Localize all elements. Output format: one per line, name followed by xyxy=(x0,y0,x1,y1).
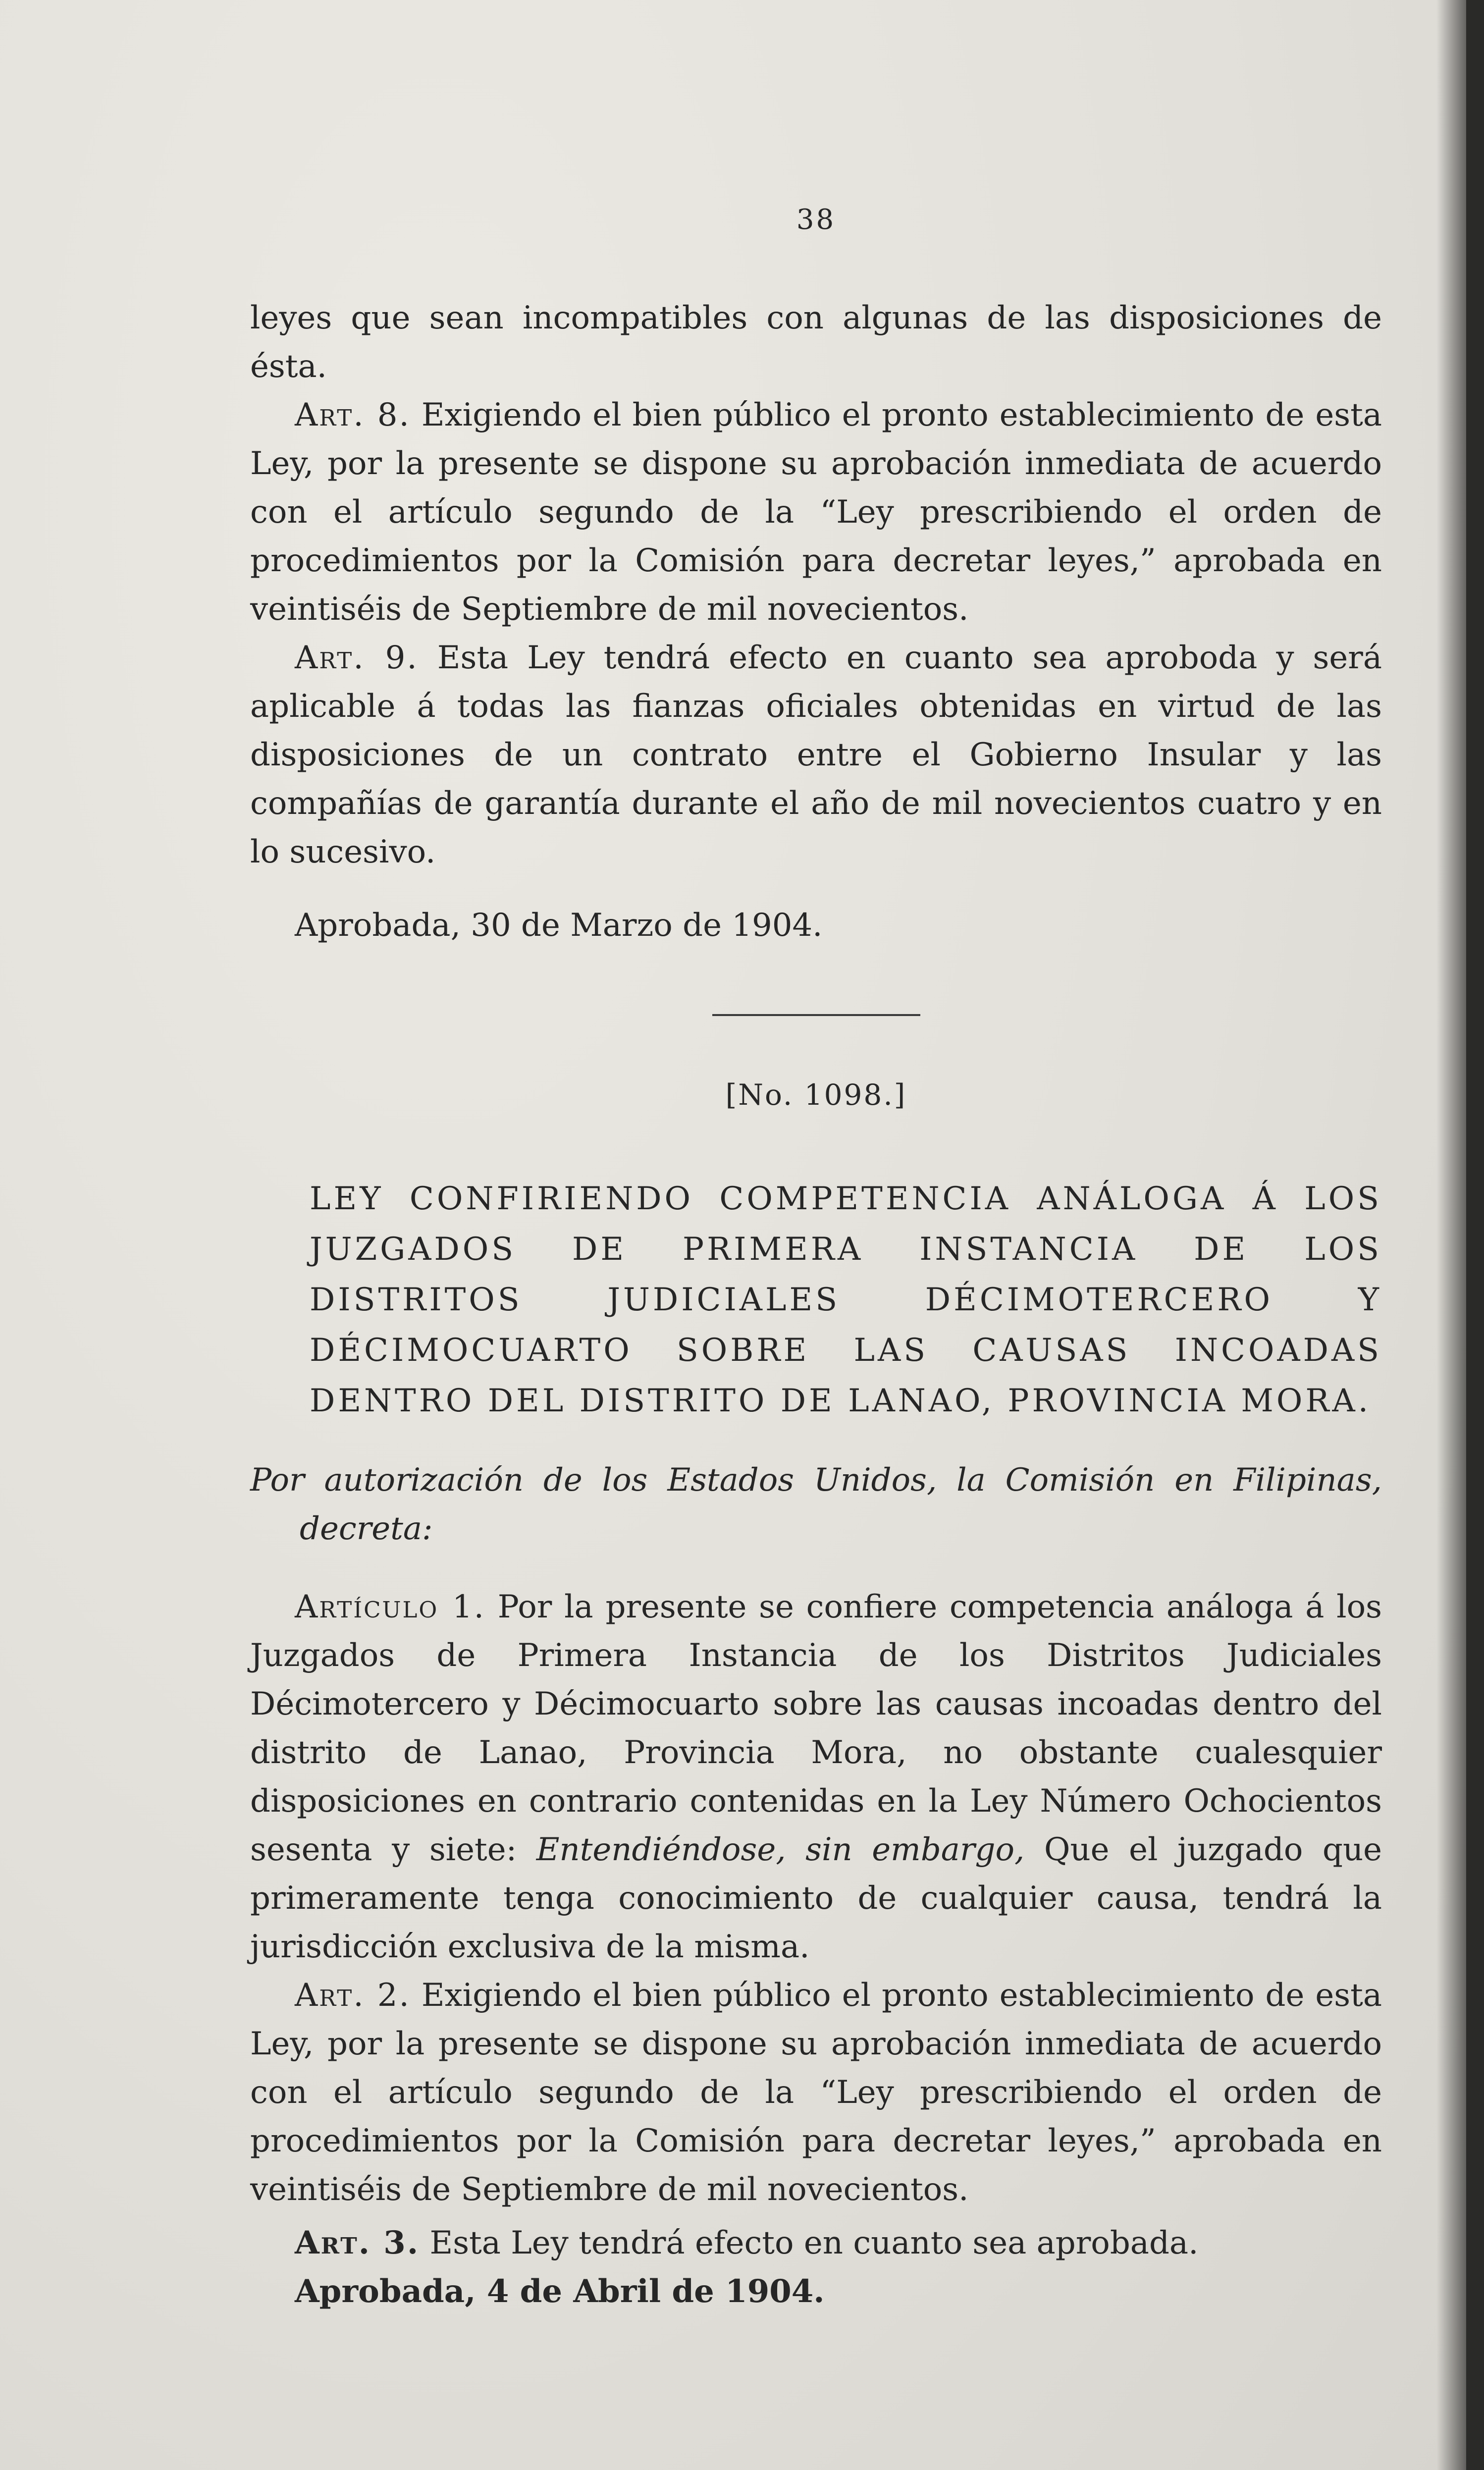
article-8-text: Exigiendo el bien público el pronto establecimiento de esta Ley, por la presente se dispone su aprobación inmediata de acuerdo con el artículo segundo de la “Ley prescribiendo el orden de procedimientos por la Comisión para decretar leyes,” aprobada en veintiséis de Septiembre de mil novecientos. xyxy=(250,397,1382,628)
article-2-text: Exigiendo el bien público el pronto establecimiento de esta Ley, por la presente se dispone su aprobación inmediata de acuerdo con el artículo segundo de la “Ley prescribiendo el orden de procedimientos por la Comisión para decretar leyes,” aprobada en veintiséis de Septiembre de mil novecientos. xyxy=(250,1977,1382,2208)
article-1-label: Artículo 1. xyxy=(295,1589,486,1625)
page-number: 38 xyxy=(796,204,836,236)
law-title xyxy=(250,1174,1382,1426)
article-8-paragraph xyxy=(250,391,1382,634)
article-1-text-b: Que el juzgado que primeramente tenga conocimiento de cualquier causa, tendrá la jurisdicción exclusiva de la misma. xyxy=(250,1831,1382,1965)
approval-date-2: Aprobada, 4 de Abril de 1904. xyxy=(295,2273,825,2310)
enacting-clause: Por autorización de los Estados Unidos, la Comisión en Filipinas, decreta: xyxy=(250,1462,1382,1547)
article-1-text-a: Por la presente se confiere competencia análoga á los Juzgados de Primera Instancia de los Distritos Judiciales Décimotercero y Décimocuarto sobre las causas incoadas dentro del distrito de Lanao, Provincia Mora, no obstante cualesquier disposiciones en contrario contenidas en la Ley Número Ochocientos sesenta y siete: xyxy=(250,1589,1382,1868)
article-2-label: Art. 2. xyxy=(295,1977,411,2014)
article-2-paragraph xyxy=(250,1971,1382,2214)
article-3-paragraph xyxy=(250,2219,1382,2267)
article-9-label: Art. 9. xyxy=(295,640,419,676)
article-8-label: Art. 8. xyxy=(295,397,411,433)
article-1-proviso: Entendiéndose, sin embargo, xyxy=(536,1831,1025,1868)
approval-date-1: Aprobada, 30 de Marzo de 1904. xyxy=(295,907,823,944)
article-3-text: Esta Ley tendrá efecto en cuanto sea aprobada. xyxy=(429,2225,1199,2261)
article-9-paragraph xyxy=(250,634,1382,876)
law-title-text: LEY CONFIRIENDO COMPETENCIA ANÁLOGA Á LOS JUZGADOS DE PRIMERA INSTANCIA DE LOS DISTRITOS JUDICIALES DÉCIMOTERCERO Y DÉCIMOCUARTO SOBRE LAS CAUSAS INCOADAS DENTRO DEL DISTRITO DE LANAO, PROVINCIA MORA. xyxy=(310,1181,1382,1419)
article-1-paragraph xyxy=(250,1583,1382,1971)
article-3-label: Art. 3. xyxy=(295,2224,420,2261)
continuation-paragraph: leyes que sean incompatibles con algunas de las disposiciones de ésta. xyxy=(250,300,1382,385)
section-divider xyxy=(712,1014,920,1016)
article-9-text: Esta Ley tendrá efecto en cuanto sea aproboda y será aplicable á todas las fianzas oficiales obtenidas en virtud de las disposiciones de un contrato entre el Gobierno Insular y las compañías de garantía durante el año de mil novecientos cuatro y en lo sucesivo. xyxy=(250,640,1382,870)
page-edge-shadow xyxy=(1436,0,1466,2470)
page-text xyxy=(250,196,1382,2316)
law-number: [No. 1098.] xyxy=(725,1078,907,1112)
